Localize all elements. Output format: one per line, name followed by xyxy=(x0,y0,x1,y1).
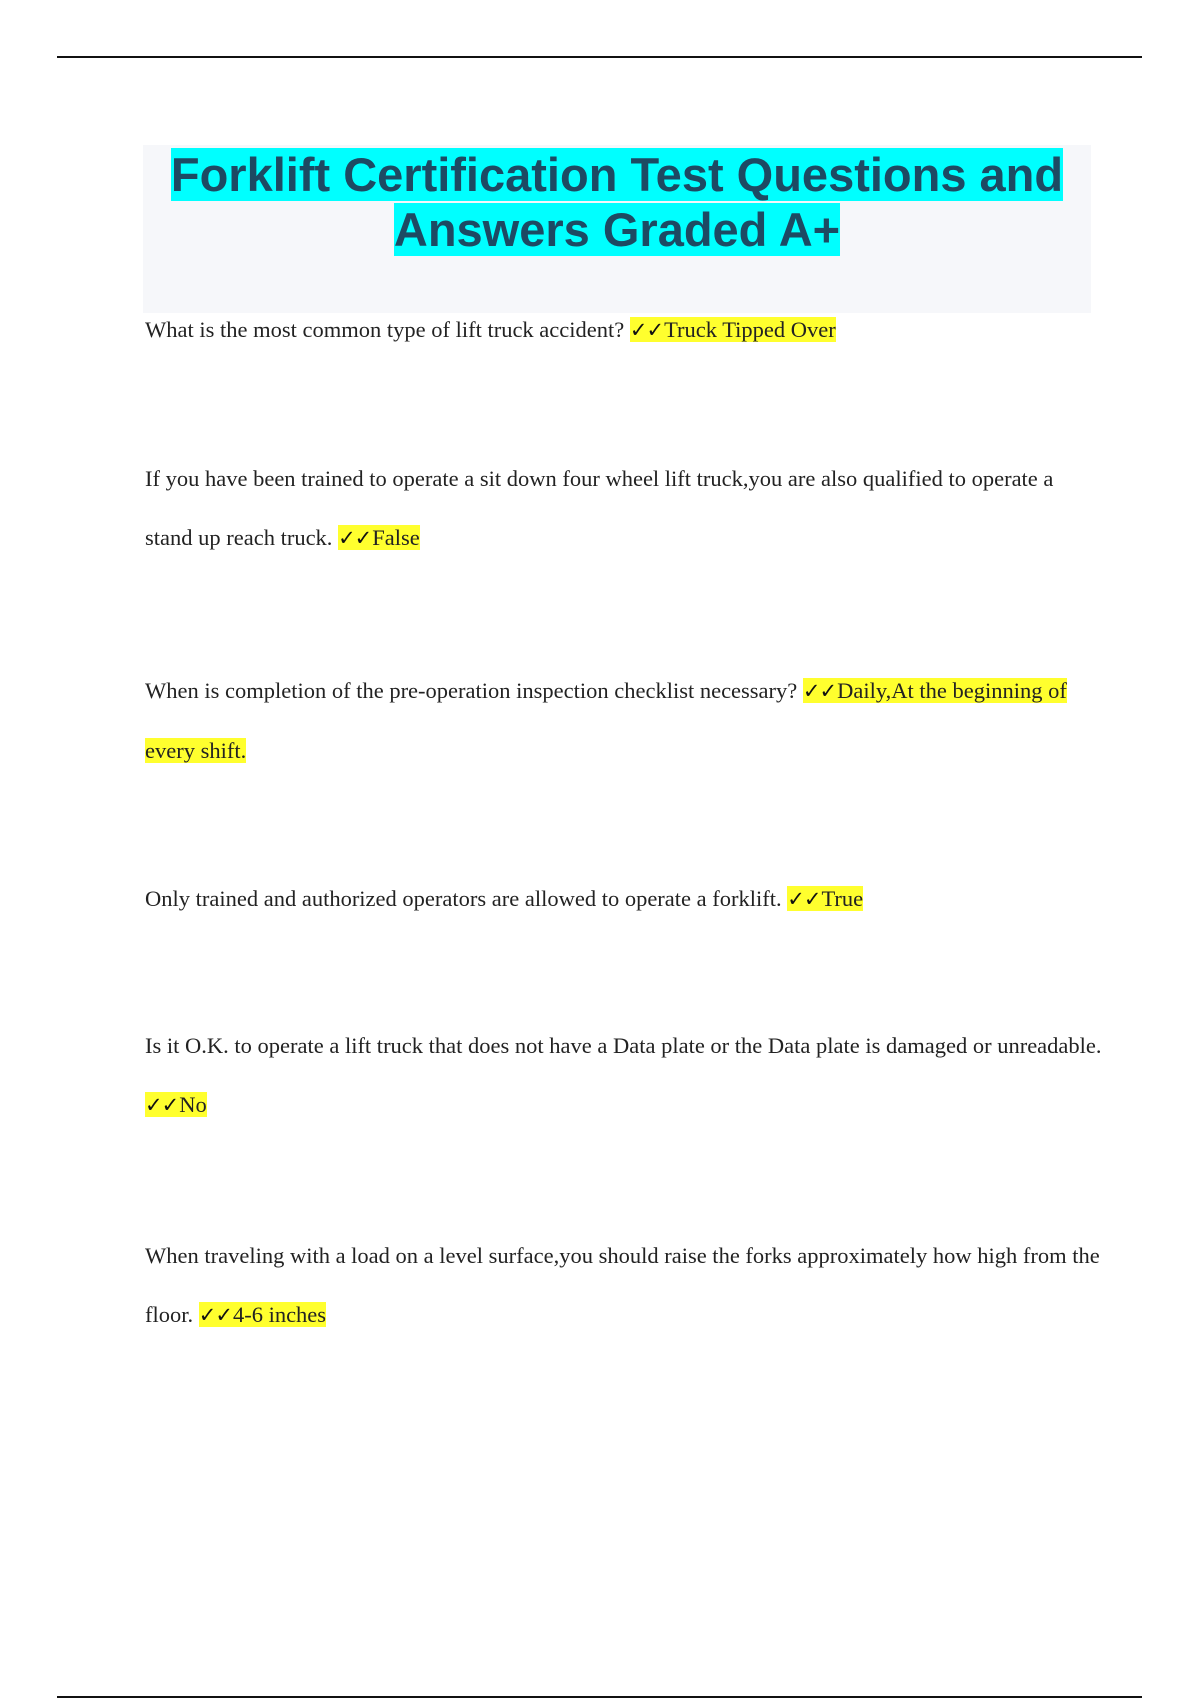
answer-text: Daily,At the beginning of every shift. xyxy=(145,678,1067,763)
check-icon: ✓✓ xyxy=(338,526,372,550)
document-title xyxy=(143,145,1091,257)
top-rule xyxy=(57,56,1142,58)
answer-highlight xyxy=(338,525,420,550)
answer-text: No xyxy=(179,1092,207,1117)
question-text: When is completion of the pre-operation inspection checklist necessary? xyxy=(145,678,798,703)
qa-item-1 xyxy=(145,300,1105,360)
answer-highlight xyxy=(145,1092,207,1117)
check-icon: ✓✓ xyxy=(787,887,821,911)
answer-text: True xyxy=(821,886,864,911)
question-text: What is the most common type of lift truck accident? xyxy=(145,317,625,342)
check-icon: ✓✓ xyxy=(198,1303,232,1327)
answer-highlight xyxy=(630,317,836,342)
bottom-rule xyxy=(57,1696,1142,1698)
answer-highlight xyxy=(787,886,863,911)
qa-item-4 xyxy=(145,869,1105,929)
answer-highlight xyxy=(199,1302,326,1327)
answer-text: 4-6 inches xyxy=(232,1302,327,1327)
answer-text: Truck Tipped Over xyxy=(664,317,836,342)
qa-item-3 xyxy=(145,661,1105,780)
check-icon: ✓✓ xyxy=(629,318,664,342)
qa-item-5 xyxy=(145,1016,1105,1135)
question-text: Is it O.K. to operate a lift truck that does not have a Data plate or the Data plate is damaged or unreadable. xyxy=(145,1033,1102,1058)
question-text: When traveling with a load on a level surface,you should raise the forks approximately how high from the floor. xyxy=(145,1243,1100,1327)
document-title-text: Forklift Certification Test Questions and Answers Graded A+ xyxy=(170,148,1064,256)
qa-item-2 xyxy=(145,449,1105,568)
question-text: Only trained and authorized operators are allowed to operate a forklift. xyxy=(145,886,782,911)
answer-text: False xyxy=(372,525,420,550)
title-block xyxy=(143,145,1091,313)
question-text: If you have been trained to operate a sit down four wheel lift truck,you are also qualified to operate a stand up reach truck. xyxy=(145,466,1054,550)
qa-item-6 xyxy=(145,1226,1105,1345)
check-icon: ✓✓ xyxy=(145,1093,179,1117)
check-icon: ✓✓ xyxy=(802,679,837,703)
